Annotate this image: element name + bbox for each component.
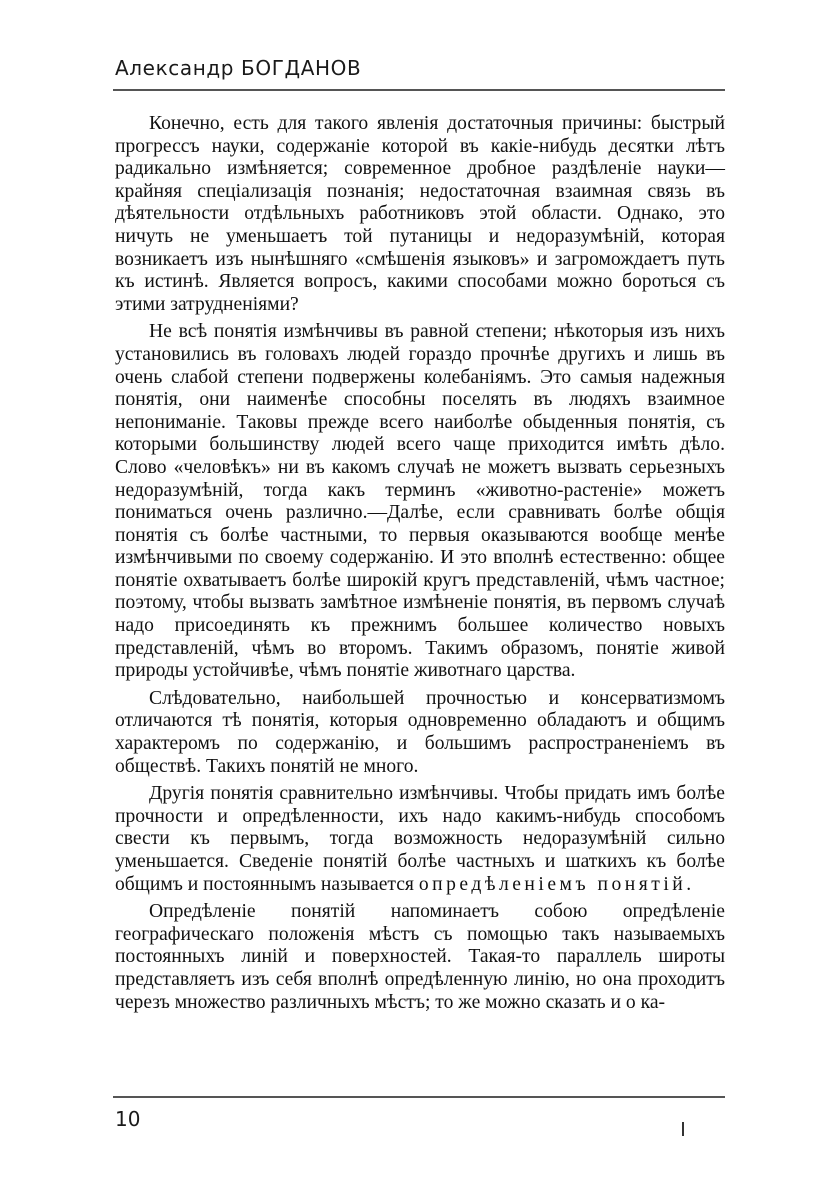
paragraph	[115, 783, 725, 896]
paragraph: Опредѣленіе понятій напоминаетъ собою опредѣленіе географическаго положенія мѣстъ съ помощью такъ называемыхъ постоянныхъ линій и поверхностей. Такая-то параллель широты представляетъ изъ себя вполнѣ опредѣленную линію, но она проходитъ черезъ множество различныхъ мѣстъ; то же можно сказать и о ка-	[115, 901, 725, 1013]
header-rule	[113, 89, 725, 91]
body-text	[115, 113, 725, 1019]
emphasized-term: опредѣленіемъ понятій	[418, 873, 687, 895]
running-header-author: Александр БОГДАНОВ	[115, 56, 362, 80]
page-number: 10	[115, 1107, 141, 1131]
paragraph: Не всѣ понятія измѣнчивы въ равной степени; нѣкоторыя изъ нихъ установились въ головахъ людей гораздо прочнѣе другихъ и лишь въ очень слабой степени подвержены колебаніямъ. Это самыя надежныя понятія, они наименѣе способны поселять въ людяхъ взаимное непониманіе. Таковы прежде всего наиболѣе обыденныя понятія, съ которыми большинству людей всего чаще приходится имѣть дѣло. Слово «человѣкъ» ни въ какомъ случаѣ не можетъ вызвать серьезныхъ недоразумѣній, тогда какъ терминъ «животно-растеніе» можетъ пониматься очень различно.—Далѣе, если сравнивать болѣе общія понятія съ болѣе частными, то первыя оказываются вообще менѣе измѣнчивыми по своему содержанію. И это вполнѣ естественно: общее понятіе охватываетъ болѣе широкій кругъ представленій, чѣмъ частное; поэтому, чтобы вызвать замѣтное измѣненіе понятія, въ первомъ случаѣ надо присоединять къ прежнимъ большее количество новыхъ представленій, чѣмъ во второмъ. Такимъ образомъ, понятіе живой природы устойчивѣе, чѣмъ понятіе животнаго царства.	[115, 321, 725, 682]
paragraph: Слѣдовательно, наибольшей прочностью и консерватизмомъ отличаются тѣ понятія, которыя одновременно обладаютъ и общимъ характеромъ по содержанію, и большимъ распространеніемъ въ обществѣ. Такихъ понятій не много.	[115, 687, 725, 777]
paragraph: Конечно, есть для такого явленія достаточныя причины: быстрый прогрессъ науки, содержаніе которой въ какіе-нибудь десятки лѣтъ радикально измѣняется; современное дробное раздѣленіе науки—крайняя спеціализація познанія; недостаточная взаимная связь въ дѣятельности отдѣльныхъ работниковъ этой области. Однако, это ничуть не уменьшаетъ той путаницы и недоразумѣній, которая возникаетъ изъ нынѣшняго «смѣшенія языковъ» и загромождаетъ путь къ истинѣ. Является вопросъ, какими способами можно бороться съ этими затрудненіями?	[115, 113, 725, 315]
paragraph-text: Другія понятія сравнительно измѣнчивы. Чтобы придать имъ болѣе прочности и опредѣленности, ихъ надо какимъ-нибудь способомъ свести къ первымъ, тогда возможность недоразумѣній сильно уменьшается. Сведеніе понятій болѣе частныхъ и шаткихъ къ болѣе общимъ и постояннымъ называется	[115, 783, 725, 895]
footer-rule	[113, 1096, 725, 1098]
paragraph-end: .	[686, 873, 692, 895]
margin-mark	[682, 1122, 684, 1136]
